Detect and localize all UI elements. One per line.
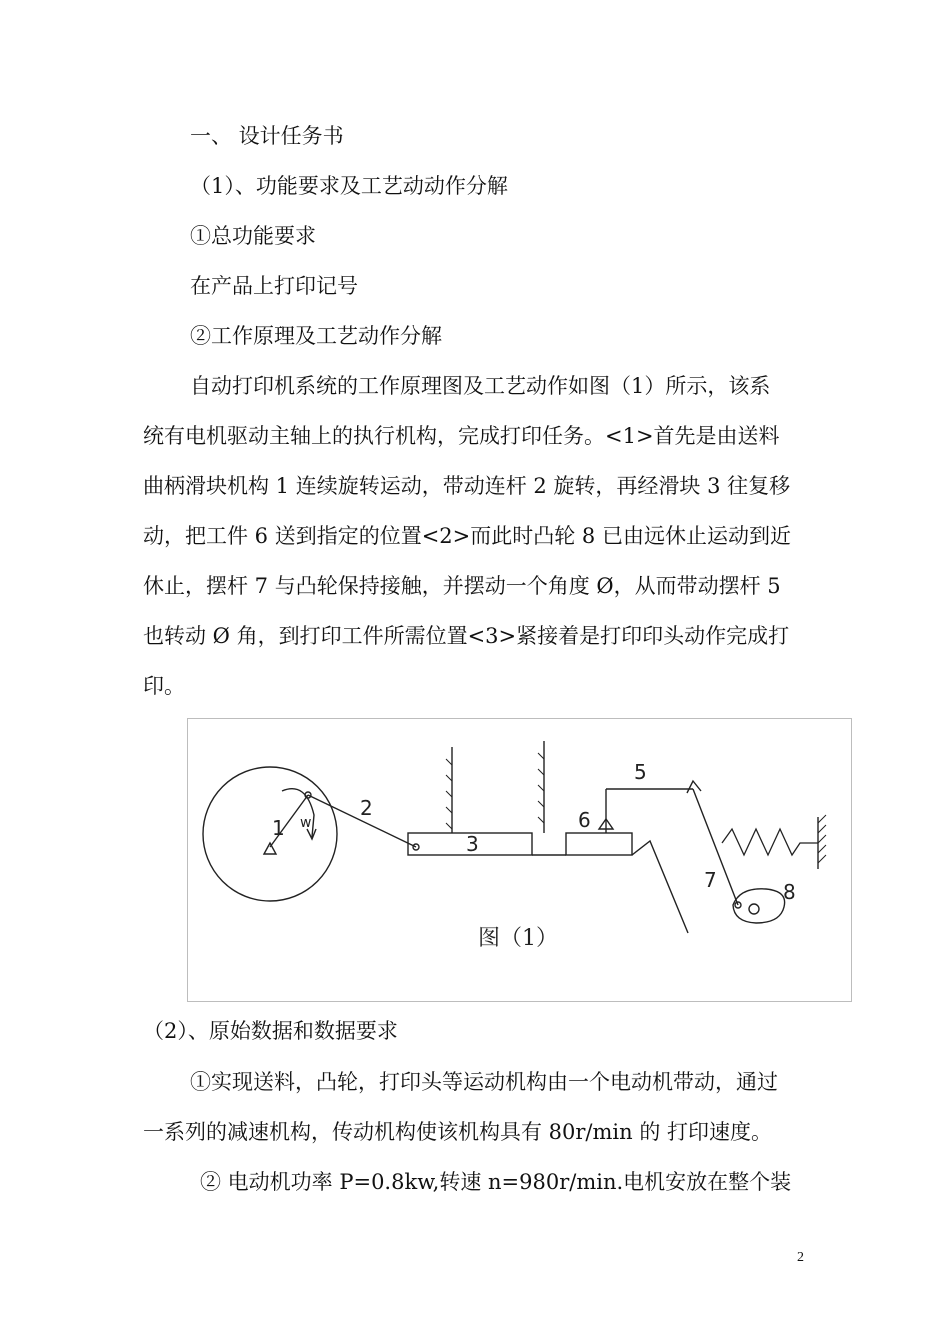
subsection-heading: （2）、原始数据和数据要求 [143, 1019, 398, 1043]
figure-caption: 图（1） [478, 926, 558, 951]
label-2: 2 [360, 796, 373, 820]
workpiece [566, 833, 632, 855]
label-3: 3 [466, 832, 479, 856]
label-8: 8 [783, 880, 796, 904]
rail-hatch-right [538, 753, 544, 823]
subsection-heading: （1）、功能要求及工艺动动作分解 [190, 174, 508, 198]
label-6: 6 [578, 808, 591, 832]
rail-hatch-left [446, 759, 452, 829]
crank-pivot [264, 843, 276, 854]
item-heading-1: ①总功能要求 [190, 224, 316, 248]
spring [722, 829, 818, 855]
output-chute [632, 841, 688, 933]
paragraph-line: 曲柄滑块机构 1 连续旋转运动，带动连杆 2 旋转，再经滑块 3 往复移 [143, 474, 791, 498]
section-heading: 一、 设计任务书 [190, 124, 344, 148]
label-1: 1 [272, 816, 285, 840]
mechanism-drawing [188, 719, 853, 1003]
item-heading-2: ②工作原理及工艺动作分解 [190, 324, 442, 348]
paragraph-line: ①实现送料，凸轮，打印头等运动机构由一个电动机带动，通过 [190, 1070, 778, 1094]
paragraph-line: 动，把工件 6 送到指定的位置<2>而此时凸轮 8 已由远休止运动到近 [143, 524, 791, 548]
label-w: w [300, 815, 312, 831]
paragraph-line: 也转动 Ø 角，到打印工件所需位置<3>紧接着是打印印头动作完成打 [143, 624, 790, 648]
paragraph-line: ② 电动机功率 P=0.8kw,转速 n=980r/min.电机安放在整个装 [200, 1170, 792, 1194]
paragraph-line: 在产品上打印记号 [190, 274, 358, 298]
wall-hatch [818, 815, 826, 863]
paragraph-line: 自动打印机系统的工作原理图及工艺动作如图（1）所示，该系 [190, 374, 771, 398]
mechanism-diagram [187, 718, 852, 1002]
page-number: 2 [797, 1250, 804, 1265]
paragraph-line: 印。 [143, 674, 185, 698]
paragraph-line: 休止，摆杆 7 与凸轮保持接触，并摆动一个角度 Ø，从而带动摆杆 5 [143, 574, 781, 598]
label-7: 7 [704, 868, 717, 892]
cam-shaft [749, 904, 759, 914]
crank-disk [203, 767, 337, 901]
paragraph-line: 一系列的减速机构，传动机构使该机构具有 80r/min 的 打印速度。 [143, 1120, 773, 1144]
paragraph-line: 统有电机驱动主轴上的执行机构，完成打印任务。<1>首先是由送料 [143, 424, 780, 448]
label-5: 5 [634, 760, 647, 784]
